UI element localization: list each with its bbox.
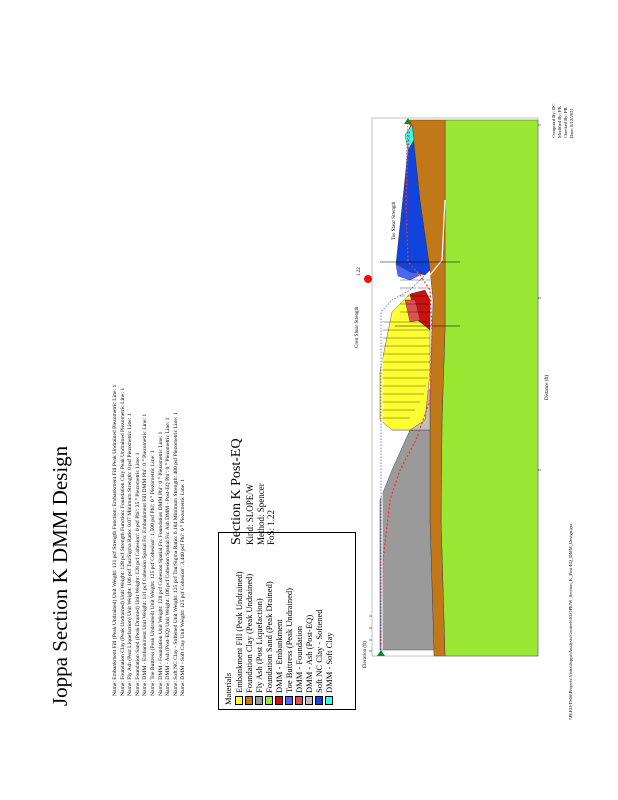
fos-marker-label: 1.22 [357, 267, 362, 276]
crest-shear-label: Crest Shear Strength [355, 306, 360, 348]
material-line: Name: DMM - Ash (Post-EQ) Unit Weight: 106 pcf Cohesion Spatial Fn: Ash DMM - Post-EQ Phi': 0 ° Piezometric Line: 1 [165, 417, 172, 696]
material-line: Name: DMM - Soft Clay Unit Weight: 125 pcf Cohesion': 3,440 psf Phi': 0 ° Piezometric Line: 1 [180, 479, 187, 696]
x-axis-label: Distance (ft) [545, 374, 550, 400]
legend-label: DMM - Embankment [274, 619, 284, 693]
y-axis-label: Elevation (ft) [363, 641, 368, 668]
material-line: Name: Foundation Sand (Peak Drained) Unit Weight: 128 pcf Cohesion': 0 psf Phi': 35 ° Piezometric Line: 1 [134, 452, 141, 696]
material-line: Name: Toe Buttress (Peak Undrained) Unit Weight: 125 pcf Cohesion': 1,500 psf Phi': 0 ° Piezometric Line: 1 [149, 450, 156, 696]
toe-shear-label: Toe Shear Strength [392, 201, 397, 240]
computed-by: Computed By: DC [551, 103, 556, 138]
file-path-footer: \\PLEO-FS06\Projects\Vistra\Joppa\Analysis\Geotech\SLOPE\W_Section_K_Post-EQ_DMM_Design.gsz [568, 523, 573, 720]
legend-label: DMM - Soft Clay [324, 632, 334, 693]
legend-label: Embankment Fill (Peak Undrained) [234, 571, 244, 693]
material-line: Name: Fly Ash (Post Liquefaction) Unit Weight: 106 pcf Tau/Sigma Ratio: 0.07 Minimum Strength: 0 psf Piezometric Line: 1 [127, 413, 134, 696]
date: Date: 8/12/2021 [569, 108, 574, 138]
section-title: Section K Post-EQ [229, 438, 244, 545]
fos-center-marker [364, 275, 372, 283]
factor-of-safety: FoS: 1.22 [266, 509, 276, 545]
legend-label: Foundation Sand (Peak Drained) [264, 581, 274, 693]
material-line: Name: DMM - Foundation Unit Weight: 128 pcf Cohesion Spatial Fn: Foundation DMM Phi': 0 ° Piezometric Line: 1 [157, 431, 164, 696]
modified-by: Modified By: PK [557, 106, 562, 138]
legend-label: DMM - Ash (Post-EQ) [304, 614, 314, 693]
legend-label: Fly Ash (Post Liquefaction) [254, 598, 264, 693]
material-line: Name: Soft NC Clay - Softened Unit Weight: 125 pcf Tau/Sigma Ratio: 0.184 Minimum Strength: 400 psf Piezometric Line: 1 [172, 412, 179, 696]
analysis-method: Method: Spencer [255, 483, 266, 545]
foundation-sand-region [441, 120, 538, 656]
fly-ash-region [380, 430, 434, 650]
legend-label: DMM - Foundation [294, 625, 304, 693]
legend-label: Toe Buttress (Peak Undrained) [284, 588, 294, 693]
analysis-kind: Kind: SLOPE/W [245, 483, 255, 545]
legend-label: Soft NC Clay - Softened [314, 609, 324, 693]
material-line: Name: DMM - Embankment Unit Weight: 131 pcf Cohesion Spatial Fn: Embankment Fill DMM Phi': 0 ° Piezometric Line: 1 [142, 413, 149, 696]
material-line: Name: Foundation Clay (Peak Undrained) Unit Weight: 128 pcf Strength Function: Foundation Clay Peak Undrained Piezometric Line: 1 [119, 387, 126, 696]
checked-by: Checked By: PB [563, 107, 568, 138]
left-end-marker [377, 650, 385, 656]
legend-label: Foundation Clay (Peak Undrained) [244, 573, 254, 693]
legend-heading: Materials [223, 672, 233, 705]
material-line: Name: Embankment Fill (Peak Undrained) Unit Weight: 131 pcf Strength Function: Embankment Fill Peak Undrained Piezometric Line: 1 [112, 384, 118, 696]
page-title: Joppa Section K DMM Design [48, 445, 72, 706]
